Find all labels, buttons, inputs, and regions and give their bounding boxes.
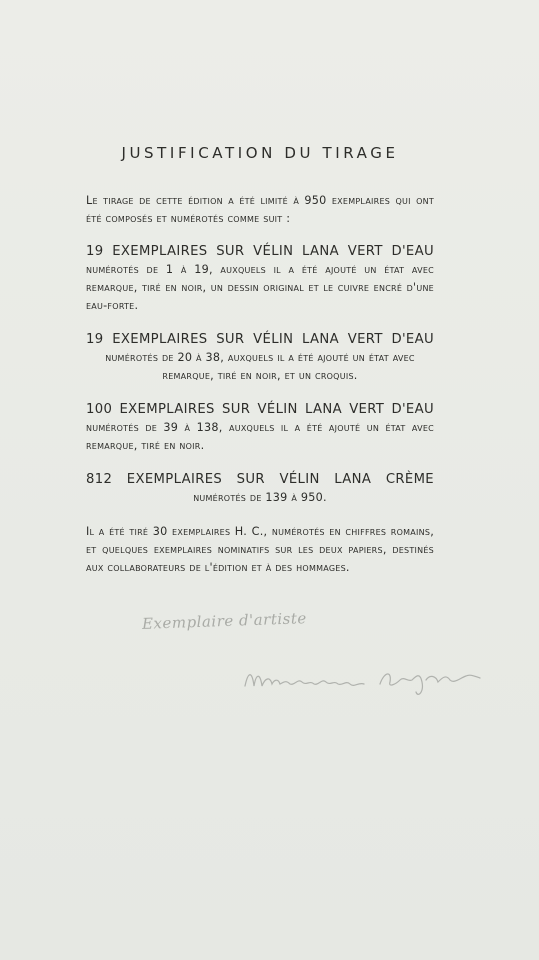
edition-details: numérotés de 1 à 19, auxquels il a été ajouté un état avec remarque, tiré en noir, un dessin original et le cuivre encré d'une eau-forte. xyxy=(86,263,434,312)
edition-heading: 812 EXEMPLAIRES SUR VÉLIN LANA CRÈME xyxy=(86,472,434,487)
edition-heading: 100 EXEMPLAIRES SUR VÉLIN LANA VERT D'EAU xyxy=(86,402,434,417)
intro-paragraph: Le tirage de cette édition a été limité à 950 exemplaires qui ont été composés et numérotés comme suit : xyxy=(86,194,434,225)
artist-signature xyxy=(240,662,485,702)
edition-section-2 xyxy=(86,331,434,385)
page-title: JUSTIFICATION DU TIRAGE xyxy=(121,144,399,162)
edition-details: numérotés de 139 à 950. xyxy=(193,491,327,504)
edition-details: numérotés de 20 à 38, auxquels il a été ajouté un état avec remarque, tiré en noir, et un croquis. xyxy=(105,351,415,382)
edition-details: numérotés de 39 à 138, auxquels il a été ajouté un état avec remarque, tiré en noir. xyxy=(86,421,434,452)
signature-scribble xyxy=(240,662,485,702)
pencil-annotation: Exemplaire d'artiste xyxy=(141,609,307,633)
closing-paragraph: Il a été tiré 30 exemplaires H. C., numérotés en chiffres romains, et quelques exemplaires nominatifs sur les deux papiers, destinés aux collaborateurs de l'édition et à des hommages. xyxy=(86,525,434,574)
edition-heading: 19 EXEMPLAIRES SUR VÉLIN LANA VERT D'EAU xyxy=(86,244,434,259)
edition-section-1 xyxy=(86,243,434,315)
justification-block xyxy=(86,144,434,586)
edition-section-4 xyxy=(86,471,434,507)
edition-heading: 19 EXEMPLAIRES SUR VÉLIN LANA VERT D'EAU xyxy=(86,332,434,347)
edition-section-3 xyxy=(86,401,434,455)
